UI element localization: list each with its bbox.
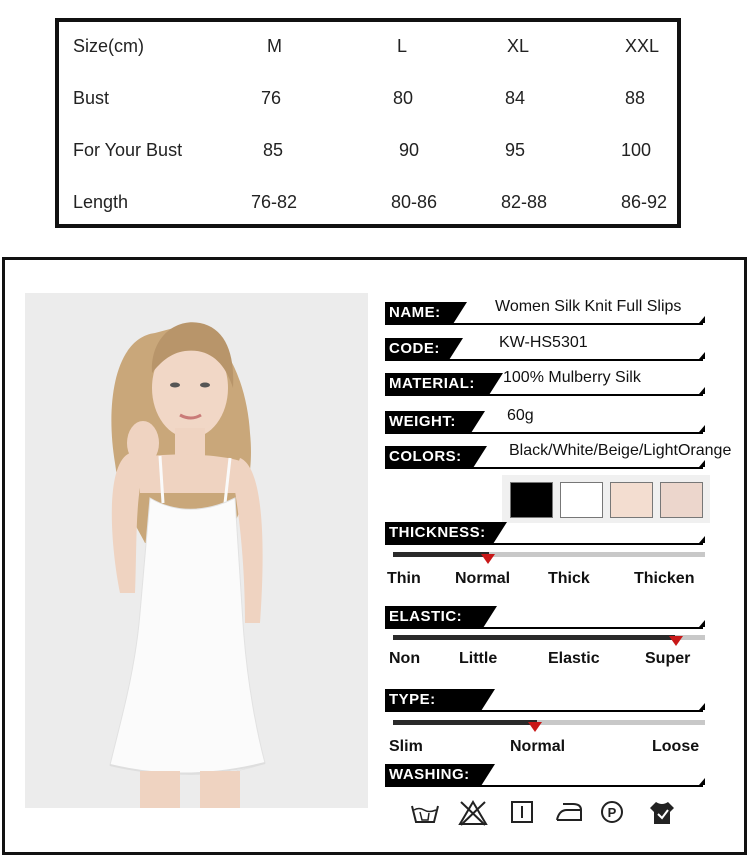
type-option-normal: Normal xyxy=(510,738,566,755)
cell: 76 xyxy=(261,88,282,108)
iron-low-icon xyxy=(553,800,585,824)
colors-label: COLORS: xyxy=(385,446,473,468)
swatch-light-orange xyxy=(660,482,703,518)
thickness-option-thicken: Thicken xyxy=(634,570,695,587)
dry-clean-p-icon xyxy=(600,800,624,824)
colors-underline xyxy=(385,467,703,469)
cell: 80 xyxy=(393,88,414,108)
header-size: Size(cm) xyxy=(73,36,144,56)
washing-label: WASHING: xyxy=(385,764,481,786)
type-marker-icon xyxy=(528,722,542,732)
product-colors: Black/White/Beige/LightOrange xyxy=(509,442,732,459)
hang-dry-icon xyxy=(648,800,676,826)
code-label: CODE: xyxy=(385,338,449,360)
swatch-white xyxy=(560,482,603,518)
elastic-option-elastic: Elastic xyxy=(548,650,600,667)
elastic-option-little: Little xyxy=(459,650,498,667)
type-option-loose: Loose xyxy=(652,738,700,755)
elastic-underline xyxy=(385,627,703,629)
thickness-marker-icon xyxy=(481,554,495,564)
elastic-label: ELASTIC: xyxy=(385,606,483,628)
type-underline xyxy=(385,710,703,712)
cell: 85 xyxy=(263,140,284,160)
cell: 95 xyxy=(505,140,526,160)
svg-text:P: P xyxy=(607,805,617,820)
cell: 82-88 xyxy=(501,192,548,212)
material-underline xyxy=(385,394,703,396)
thickness-scale-fill xyxy=(393,552,489,557)
washing-underline xyxy=(385,785,703,787)
thickness-label: THICKNESS: xyxy=(385,522,493,544)
header-xl: XL xyxy=(507,36,530,56)
thickness-underline xyxy=(385,543,703,545)
weight-underline xyxy=(385,432,703,434)
product-material: 100% Mulberry Silk xyxy=(503,369,641,386)
swatch-black xyxy=(510,482,553,518)
cell: 80-86 xyxy=(391,192,438,212)
row-label: Length xyxy=(73,192,129,212)
elastic-scale xyxy=(393,635,705,640)
thickness-option-thick: Thick xyxy=(548,570,590,587)
type-scale xyxy=(393,720,705,725)
weight-label: WEIGHT: xyxy=(385,411,471,433)
size-row-bust xyxy=(73,88,677,112)
type-scale-fill xyxy=(393,720,537,725)
header-l: L xyxy=(397,36,408,56)
cell: 100 xyxy=(621,140,652,160)
hand-wash-icon xyxy=(410,800,440,826)
name-label: NAME: xyxy=(385,302,453,324)
material-label: MATERIAL: xyxy=(385,373,489,395)
thickness-scale xyxy=(393,552,705,557)
cell: 84 xyxy=(505,88,526,108)
cell: 88 xyxy=(625,88,646,108)
elastic-marker-icon xyxy=(669,636,683,646)
size-header-row xyxy=(73,36,677,60)
row-label: Bust xyxy=(73,88,110,108)
code-underline xyxy=(385,359,703,361)
size-row-length xyxy=(73,192,677,216)
cell: 86-92 xyxy=(621,192,668,212)
size-row-for-your-bust xyxy=(73,140,677,164)
size-chart-table xyxy=(55,18,681,228)
thickness-option-thin: Thin xyxy=(387,570,421,587)
product-info-panel xyxy=(2,257,747,855)
line-dry-icon xyxy=(510,800,534,824)
no-bleach-icon xyxy=(458,800,488,826)
cell: 90 xyxy=(399,140,420,160)
elastic-option-super: Super xyxy=(645,650,691,667)
name-underline xyxy=(385,323,703,325)
product-code: KW-HS5301 xyxy=(499,334,588,351)
type-option-slim: Slim xyxy=(389,738,423,755)
elastic-scale-fill xyxy=(393,635,675,640)
elastic-option-non: Non xyxy=(389,650,421,667)
header-xxl: XXL xyxy=(625,36,660,56)
cell: 76-82 xyxy=(251,192,298,212)
header-m: M xyxy=(267,36,282,56)
type-label: TYPE: xyxy=(385,689,481,711)
product-photo xyxy=(25,293,368,808)
product-weight: 60g xyxy=(507,407,534,424)
row-label: For Your Bust xyxy=(73,140,183,160)
product-name: Women Silk Knit Full Slips xyxy=(495,298,682,315)
swatch-beige xyxy=(610,482,653,518)
thickness-option-normal: Normal xyxy=(455,570,511,587)
model-in-silk-slip-illustration xyxy=(25,293,368,808)
